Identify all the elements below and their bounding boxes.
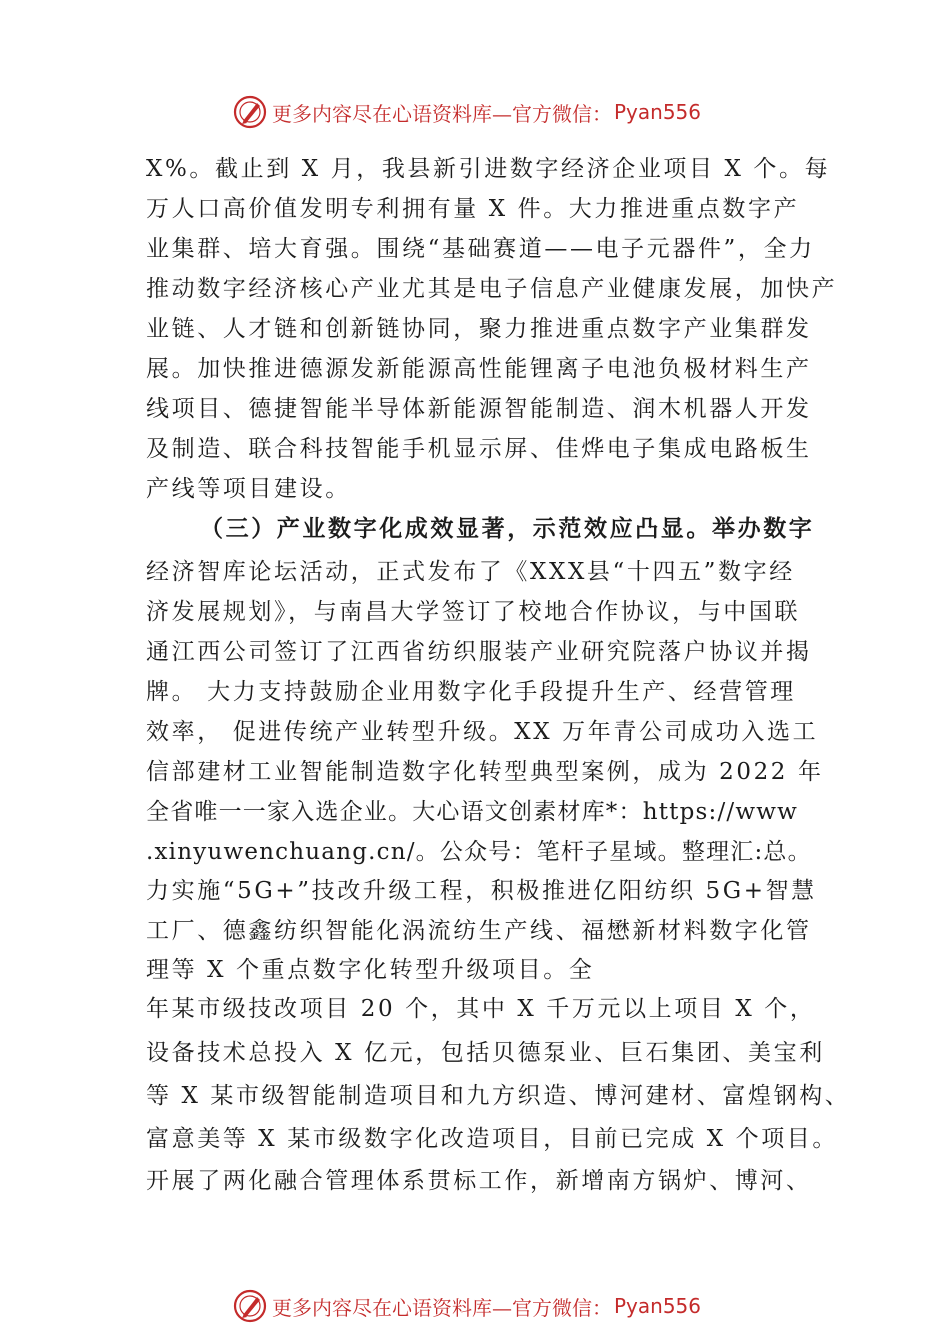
text-line: 牌。 大力支持鼓励企业用数字化手段提升生产、经营管理	[146, 679, 796, 705]
text-line: 全省唯一一家入选企业。大心语文创素材库*：https://www	[146, 799, 799, 825]
text-line: 线项目、德捷智能半导体新能源智能制造、润木机器人开发	[146, 396, 812, 422]
text-line: 通江西公司签订了江西省纺织服装产业研究院落户协议并揭	[146, 639, 812, 665]
text-line: 富意美等 X 某市级数字化改造项目，目前已完成 X 个项目。	[146, 1126, 838, 1152]
text-line: 工厂、德鑫纺织智能化涡流纺生产线、福懋新材料数字化管	[146, 918, 812, 944]
section-heading: （三）产业数字化成效显著，示范效应凸显。举办数字	[200, 515, 815, 542]
text-line: .xinyuwenchuang.cn/。公众号：笔杆子星域。整理汇:总。	[146, 839, 812, 865]
text-line: 产线等项目建设。	[146, 476, 351, 502]
text-line: 业链、人才链和创新链协同，聚力推进重点数字产业集群发	[146, 316, 812, 342]
text-line: 力实施“5G+”技改升级工程，积极推进亿阳纺织 5G+智慧	[146, 878, 817, 904]
text-line: 业集群、培大育强。围绕“基础赛道——电子元器件”，全力	[146, 236, 815, 262]
text-line: 理等 X 个重点数字化转型升级项目。全	[146, 957, 595, 983]
footer-banner-handle: Pyan556	[614, 1294, 702, 1318]
text-line: 设备技术总投入 X 亿元，包括贝德泵业、巨石集团、美宝利	[146, 1040, 825, 1066]
header-banner-handle: Pyan556	[614, 100, 702, 124]
text-line: 效率， 促进传统产业转型升级。XX 万年青公司成功入选工	[146, 719, 819, 745]
pen-seal-icon	[232, 1288, 268, 1324]
footer-banner-text: 更多内容尽在心语资料库—官方微信：	[272, 1295, 612, 1320]
text-line: 展。加快推进德源发新能源高性能锂离子电池负极材料生产	[146, 356, 812, 382]
pen-seal-icon	[232, 94, 268, 130]
text-line: 开展了两化融合管理体系贯标工作，新增南方锅炉、博河、	[146, 1168, 812, 1194]
text-line: 万人口高价值发明专利拥有量 X 件。大力推进重点数字产	[146, 196, 800, 222]
text-line: 信部建材工业智能制造数字化转型典型案例，成为 2022 年	[146, 759, 824, 785]
text-line: 年某市级技改项目 20 个，其中 X 千万元以上项目 X 个，	[146, 996, 816, 1022]
text-line: 及制造、联合科技智能手机显示屏、佳烨电子集成电路板生	[146, 436, 812, 462]
text-line: 等 X 某市级智能制造项目和九方织造、博河建材、富煌钢构、	[146, 1083, 851, 1109]
header-banner	[232, 92, 701, 132]
text-line: 经济智库论坛活动，正式发布了《XXX县“十四五”数字经	[146, 559, 795, 585]
text-line: 推动数字经济核心产业尤其是电子信息产业健康发展，加快产	[146, 276, 838, 302]
header-banner-text: 更多内容尽在心语资料库—官方微信：	[272, 101, 612, 126]
text-line: X%。截止到 X 月，我县新引进数字经济企业项目 X 个。每	[146, 156, 831, 182]
text-line: 济发展规划》，与南昌大学签订了校地合作协议，与中国联	[146, 599, 801, 625]
footer-banner	[232, 1286, 701, 1326]
